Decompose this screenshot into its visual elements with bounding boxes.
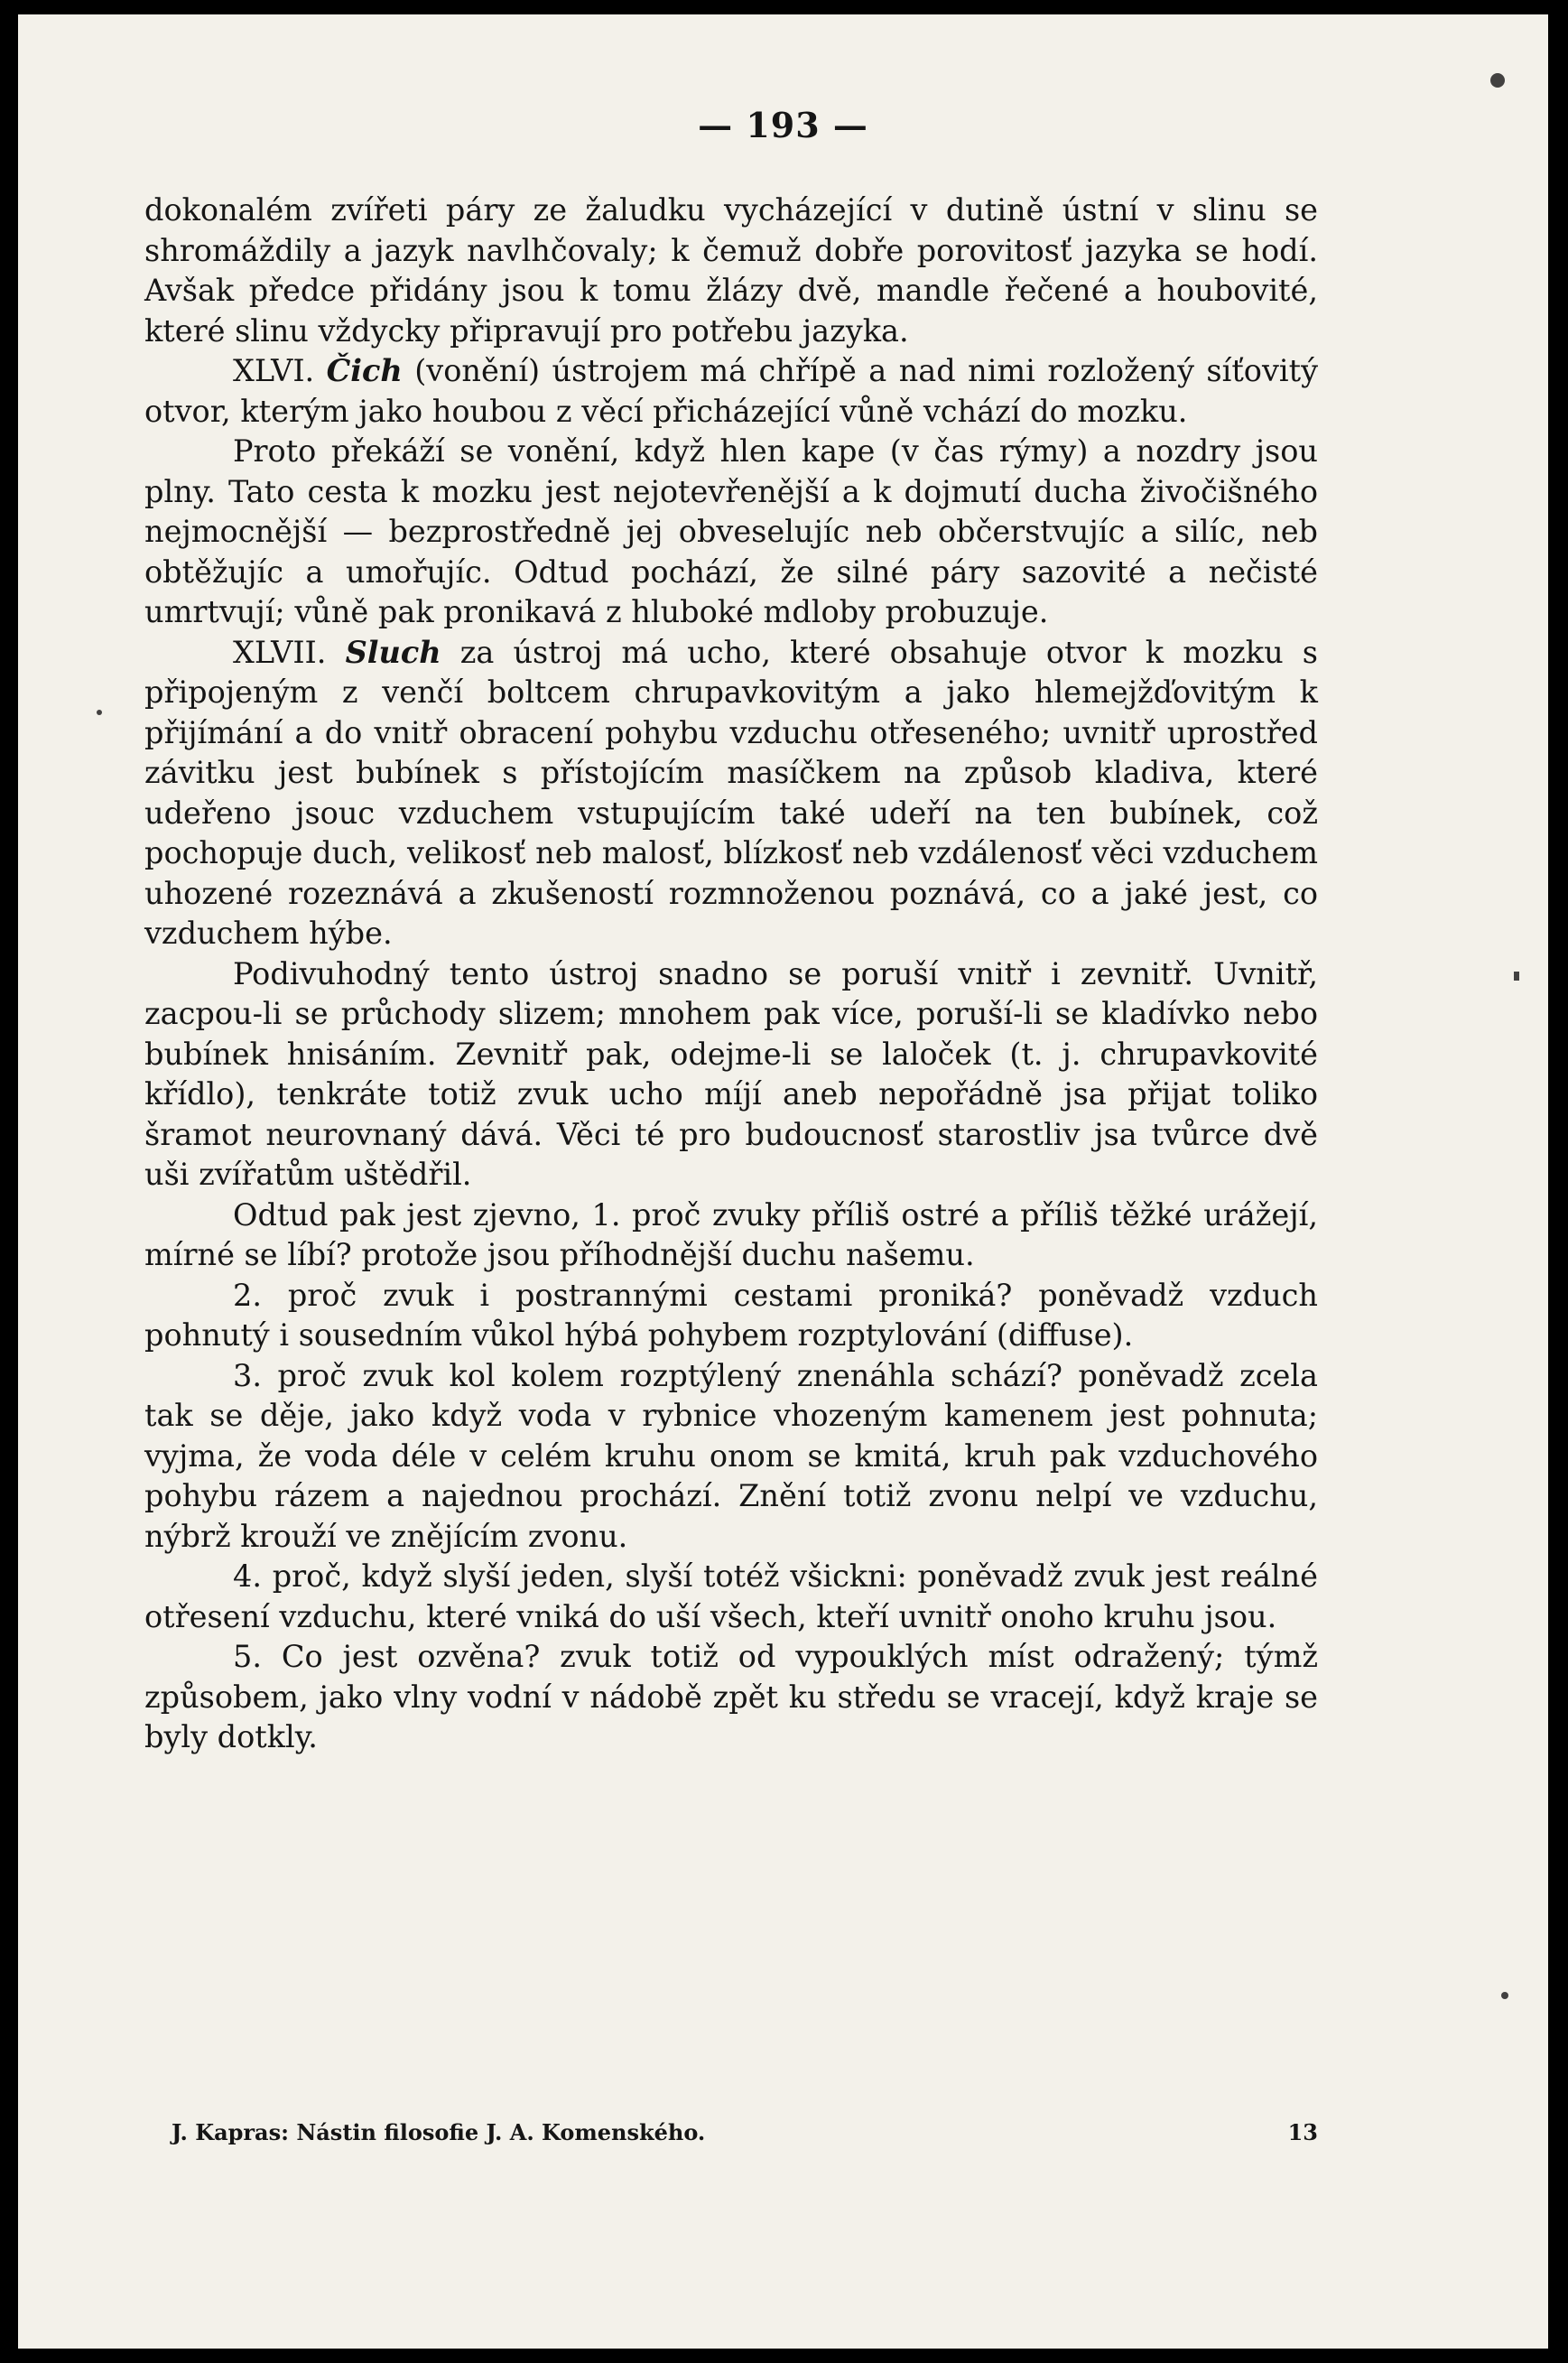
paragraph-3 xyxy=(144,633,1318,954)
section-number-xlvi: XLVI. xyxy=(233,353,327,388)
scan-speck xyxy=(1490,73,1505,88)
paragraph-3-text: za ústroj má ucho, které obsahuje otvor k mozku s připojeným z venčí boltcem chrupavkovitým a jako hlemejžďovitým k přijímání a do vnitř obracení pohybu vzduchu otřeseného; uvnitř uprostřed závitku jest bubínek s přístojícím masíčkem na způsob kladiva, které udeřeno jsouc vzduchem vstupujícím také udeří na ten bubínek, což pochopuje duch, velikosť neb malosť, blízkosť neb vzdálenosť věci vzduchem uhozené rozeznává a zkušeností rozmnoženou poznává, co a jaké jest, co vzduchem hýbe. xyxy=(144,634,1318,951)
scan-speck xyxy=(1501,1992,1508,1999)
document-page xyxy=(18,14,1548,2349)
paragraph-8: 4. proč, když slyší jeden, slyší totéž všickni: poněvadž zvuk jest reálné otřesení vzduchu, které vniká do uší všech, kteří uvnitř onoho kruhu jsou. xyxy=(144,1558,1318,1634)
paragraph-1-text: (vonění) ústrojem má chřípě a nad nimi rozložený síťovitý otvor, kterým jako houbou z věcí přicházející vůně vchází do mozku. xyxy=(144,353,1318,429)
scan-speck xyxy=(97,710,102,715)
scan-speck xyxy=(1514,972,1519,981)
body-text xyxy=(144,191,1318,1758)
paragraph-4: Podivuhodný tento ústroj snadno se poruší vnitř i zevnitř. Uvnitř, zacpou-li se průchody slizem; mnohem pak více, poruší-li se kladívko nebo bubínek hnisáním. Zevnitř pak, odejme-li se laloček (t. j. chrupavkovité křídlo), tenkráte totiž zvuk ucho míjí aneb nepořádně jsa přijat toliko šramot neurovnaný dává. Věci té pro budoucnosť starostliv jsa tvůrce dvě uši zvířatům uštědřil. xyxy=(144,955,1318,1192)
paragraph-7: 3. proč zvuk kol kolem rozptýlený znenáhla schází? poněvadž zcela tak se děje, jako když voda v rybnice vhozeným kamenem jest pohnuta; vyjma, že voda déle v celém kruhu onom se kmitá, kruh pak vzduchového pohybu rázem a najednou prochází. Znění totiž zvonu nelpí ve vzduchu, nýbrž krouží ve znějícím zvonu. xyxy=(144,1357,1318,1554)
paragraph-9: 5. Co jest ozvěna? zvuk totiž od vypouklých míst odražený; týmž způsobem, jako vlny vodní v nádobě zpět ku středu se vracejí, když kraje se byly dotkly. xyxy=(144,1639,1318,1754)
footer-signature: J. Kapras: Nástin filosofie J. A. Komenského. xyxy=(172,2119,706,2145)
term-cich: Čich xyxy=(326,353,403,388)
term-sluch: Sluch xyxy=(345,634,441,670)
paragraph-1 xyxy=(144,351,1318,432)
section-number-xlvii: XLVII. xyxy=(233,634,346,670)
paragraph-5: Odtud pak jest zjevno, 1. proč zvuky příliš ostré a příliš těžké urážejí, mírné se líbí? protože jsou příhodnější duchu našemu. xyxy=(144,1196,1318,1272)
page-number: — 193 — xyxy=(698,105,868,145)
paragraph-6: 2. proč zvuk i postrannými cestami proniká? poněvadž vzduch pohnutý i sousedním vůkol hýbá pohybem rozptylování (diffuse). xyxy=(144,1277,1318,1353)
paragraph-2: Proto překáží se vonění, když hlen kape (v čas rýmy) a nozdry jsou plny. Tato cesta k mozku jest nejotevřenější a k dojmutí ducha živočišného nejmocnější — bezprostředně jej obveselujíc neb občerstvujíc a silíc, neb obtěžujíc a umořujíc. Odtud pochází, že silné páry sazovité a nečisté umrtvují; vůně pak pronikavá z hluboké mdloby probuzuje. xyxy=(144,433,1318,629)
paragraph-0: dokonalém zvířeti páry ze žaludku vycházející v dutině ústní v slinu se shromáždily a jazyk navlhčovaly; k čemuž dobře porovitosť jazyka se hodí. Avšak předce přidány jsou k tomu žlázy dvě, mandle řečené a houbovité, které slinu vždycky připravují pro potřebu jazyka. xyxy=(144,192,1318,349)
footer-sheet-number: 13 xyxy=(1287,2119,1318,2145)
